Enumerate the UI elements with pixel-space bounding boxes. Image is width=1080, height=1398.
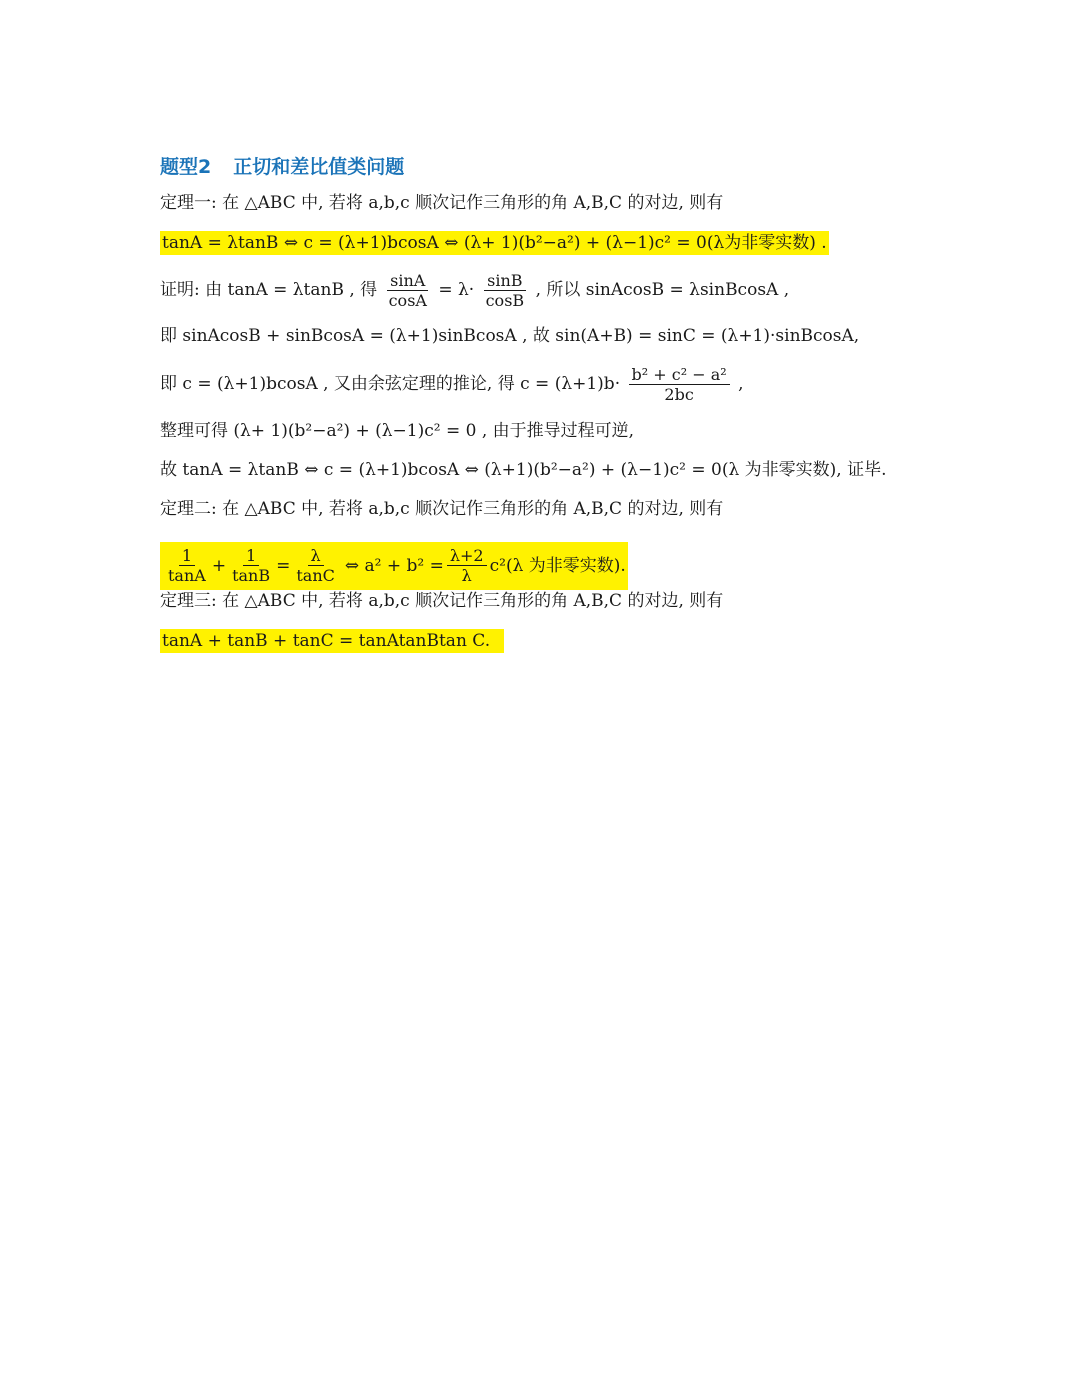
fraction-sinA-cosA: $\frac{\sin A}{\cos A}$: [388, 271, 427, 310]
theorem2-formula: $\frac{1}{\tan A}$ + $\frac{1}{\tan B}$ = $\frac{\lambda}{\tan C}$ ⇔ a² + b² = $\frac{\lambda+2}{\lambda}$ c²(λ 为非零实数).: [160, 542, 628, 590]
proof-line-1-pre: 证明: 由 tanA = λtanB , 得: [160, 280, 378, 300]
proof-line-2: 即 sinAcosB + sinBcosA = (λ+1)sinBcosA , 故 sin(A+B) = sinC = (λ+1)·sinBcosA,: [160, 326, 860, 346]
fraction-1-tanA: $\frac{1}{\tan A}$: [168, 546, 206, 585]
fraction-cosine-law: $\frac{\text{b² + c² − a²}}{2bc}$: [629, 365, 730, 404]
theorem3-formula-line: [160, 630, 504, 652]
proof-line-3-post: ,: [738, 374, 744, 394]
proof-line-1-post: , 所以 sinAcosB = λsinBcosA ,: [535, 280, 790, 300]
fraction-lambda-plus-2: $\frac{\lambda+2}{\lambda}$: [447, 546, 487, 585]
proof-line-3: [160, 364, 743, 404]
fraction-sinB-cosB: $\frac{\sin B}{\cos B}$: [485, 271, 525, 310]
section-heading: [160, 152, 404, 179]
theorem1-formula-line: [160, 232, 829, 254]
theorem1-intro: 定理一: 在 △ABC 中, 若将 a,b,c 顺次记作三角形的角 A,B,C 的对边, 则有: [160, 193, 724, 213]
theorem2-formula-line: [160, 534, 628, 590]
section-type-label: 题型2: [160, 156, 212, 178]
section-title: 正切和差比值类问题: [233, 156, 405, 178]
proof-line-3-pre: 即 c = (λ+1)bcosA , 又由余弦定理的推论, 得 c = (λ+1)b·: [160, 374, 621, 394]
theorem2-intro: 定理二: 在 △ABC 中, 若将 a,b,c 顺次记作三角形的角 A,B,C 的对边, 则有: [160, 499, 724, 519]
proof-line-1-mid: = λ·: [438, 280, 475, 300]
proof-line-1: [160, 270, 789, 310]
fraction-lambda-tanC: $\frac{\lambda}{\tan C}$: [296, 546, 335, 585]
theorem3-intro: 定理三: 在 △ABC 中, 若将 a,b,c 顺次记作三角形的角 A,B,C 的对边, 则有: [160, 591, 724, 611]
fraction-1-tanB: $\frac{1}{\tan B}$: [232, 546, 271, 585]
theorem1-formula: tanA = λtanB ⇔ c = (λ+1)bcosA ⇔ (λ+ 1)(b²−a²) + (λ−1)c² = 0(λ为非零实数) .: [162, 233, 827, 253]
theorem3-formula: tanA + tanB + tanC = tanAtanBtan C.: [160, 629, 504, 653]
proof-line-5: 故 tanA = λtanB ⇔ c = (λ+1)bcosA ⇔ (λ+1)(b²−a²) + (λ−1)c² = 0(λ 为非零实数), 证毕.: [160, 460, 887, 480]
proof-line-4: 整理可得 (λ+ 1)(b²−a²) + (λ−1)c² = 0 , 由于推导过程可逆,: [160, 421, 635, 441]
